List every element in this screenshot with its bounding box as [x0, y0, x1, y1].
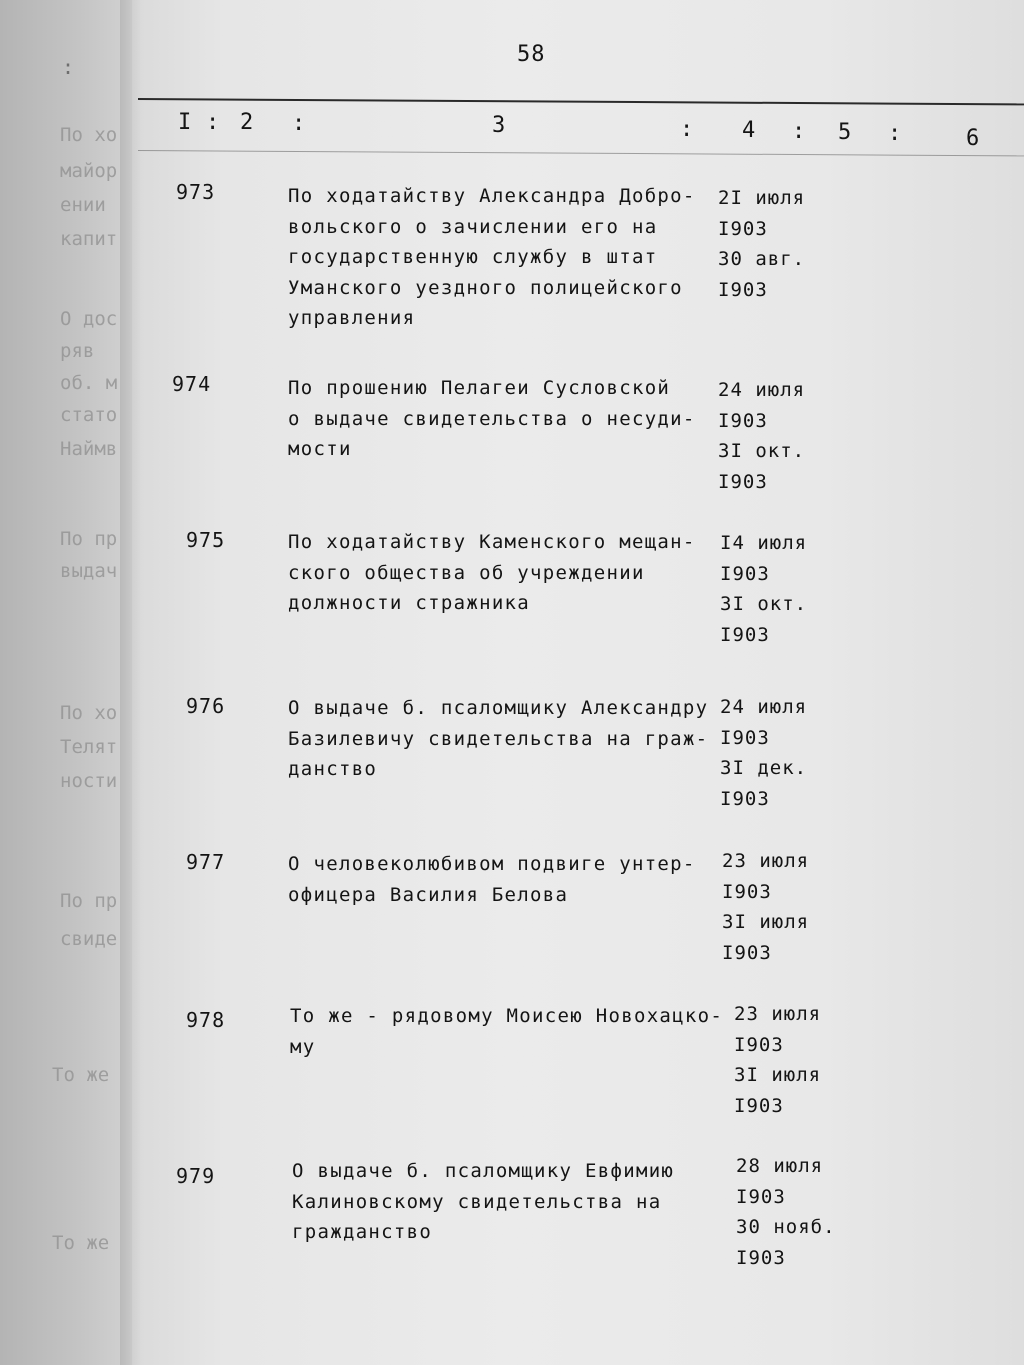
entry-description — [290, 1001, 730, 1062]
left-page-fragment: ности — [60, 770, 118, 792]
entry-line: О выдаче б. псаломщику Александру — [288, 697, 709, 719]
column-header-separator: : — [206, 110, 220, 135]
entry-number: 975 — [186, 528, 226, 552]
entry-line: По ходатайству Каменского мещан- — [288, 531, 696, 553]
entry-description — [288, 527, 728, 619]
column-header-separator: : — [888, 121, 902, 146]
column-header-4: 4 — [742, 118, 756, 143]
end-year: I903 — [720, 787, 770, 810]
start-date: 23 июля — [722, 850, 810, 872]
entry-number: 979 — [176, 1164, 216, 1188]
entry-dates — [720, 528, 807, 650]
column-header-6: 6 — [966, 126, 980, 151]
left-page-fragment: О дос — [60, 308, 118, 330]
entry-line: Уманского уездного полицейского — [288, 276, 683, 299]
left-page-fragment: То же — [52, 1232, 110, 1254]
left-page-fragment: ении — [60, 194, 106, 216]
left-page-fragment: свиде — [60, 928, 118, 950]
entry-dates — [718, 375, 805, 497]
entry-line: По прошению Пелагеи Сусловской — [288, 377, 671, 399]
start-date: 28 июля — [736, 1155, 824, 1177]
start-year: I903 — [718, 409, 768, 432]
entry-line: По ходатайству Александра Добро- — [288, 185, 696, 207]
page-number: 58 — [517, 42, 546, 67]
left-page-fragment: стато — [60, 404, 118, 426]
entry-number: 973 — [176, 180, 216, 204]
left-page-fragment: ряв — [60, 340, 95, 362]
end-date: 30 авг. — [718, 248, 806, 270]
entry-number: 977 — [186, 850, 226, 874]
entry-description — [288, 849, 728, 910]
entry-line: должности стражника — [288, 592, 531, 614]
entry-line: О выдаче б. псаломщику Евфимию — [292, 1160, 675, 1182]
end-year: I903 — [718, 470, 768, 493]
entry-number: 974 — [172, 372, 212, 396]
left-page-fragment: Телят — [60, 736, 118, 758]
left-page-fragment: майор — [60, 160, 118, 182]
entry-line: Калиновскому свидетельства на — [292, 1190, 662, 1213]
column-header-5: 5 — [838, 120, 852, 145]
start-date: 23 июля — [734, 1003, 822, 1025]
binding-shadow — [120, 0, 142, 1365]
left-page-fragment: По пр — [60, 528, 118, 550]
column-header-3: 3 — [492, 113, 506, 138]
end-year: I903 — [734, 1094, 784, 1117]
entry-line: данство — [288, 758, 378, 780]
column-header-2: 2 — [240, 110, 254, 135]
entry-description — [288, 693, 728, 785]
entry-line: му — [290, 1035, 316, 1058]
entry-line: ского общества об учреждении — [288, 561, 645, 584]
column-header-separator: : — [792, 119, 806, 144]
end-date: 3I июля — [722, 911, 810, 933]
left-page-fragment: Наймв — [60, 438, 118, 460]
entry-line: управления — [288, 307, 416, 329]
entry-dates — [718, 183, 805, 305]
end-date: 3I дек. — [720, 757, 808, 779]
entry-line: Базилевичу свидетельства на граж- — [288, 727, 709, 750]
end-year: I903 — [718, 278, 768, 301]
entry-dates — [734, 999, 821, 1121]
start-date: 24 июля — [718, 379, 806, 401]
left-page-fragment: об. м — [60, 372, 118, 394]
end-date: 3I июля — [734, 1064, 822, 1086]
left-page-fragment: По хо — [60, 124, 118, 146]
entry-line: То же - рядовому Моисею Новохацко- — [290, 1005, 724, 1027]
column-header-1: I — [178, 110, 192, 135]
entry-dates — [722, 846, 809, 968]
entry-line: государственную службу в штат — [288, 246, 658, 268]
start-date: 2I июля — [718, 187, 806, 209]
entry-line: гражданство — [292, 1221, 433, 1243]
entry-dates — [720, 692, 807, 814]
start-year: I903 — [720, 726, 770, 749]
end-date: 3I окт. — [720, 593, 808, 615]
start-year: I903 — [722, 880, 772, 903]
left-page-fragment: То же — [52, 1064, 110, 1086]
end-date: 3I окт. — [718, 440, 806, 462]
start-year: I903 — [720, 562, 770, 585]
column-header-separator: : — [292, 111, 306, 136]
end-year: I903 — [722, 941, 772, 964]
end-date: 30 нояб. — [736, 1216, 836, 1238]
start-year: I903 — [734, 1033, 784, 1056]
left-page-fragment: По пр — [60, 890, 118, 912]
header-rule-bottom — [138, 150, 1024, 156]
entry-line: вольского о зачислении его на — [288, 215, 658, 238]
entry-line: О человеколюбивом подвиге унтер- — [288, 853, 696, 875]
entry-description — [288, 181, 728, 334]
left-page-fragment: выдач — [60, 560, 118, 582]
entry-dates — [736, 1151, 836, 1273]
start-year: I903 — [718, 217, 768, 240]
header-rule-top — [138, 98, 1024, 105]
entry-description — [288, 373, 728, 465]
start-date: I4 июля — [720, 532, 808, 554]
entry-line: о выдаче свидетельства о несуди- — [288, 407, 696, 430]
entry-line: мости — [288, 438, 352, 460]
entry-number: 976 — [186, 694, 226, 718]
start-year: I903 — [736, 1185, 786, 1208]
column-header-separator: : — [680, 117, 694, 142]
end-year: I903 — [720, 623, 770, 646]
entry-number: 978 — [186, 1008, 226, 1032]
entry-description — [292, 1156, 732, 1248]
start-date: 24 июля — [720, 696, 808, 718]
left-page-fragment: По хо — [60, 702, 118, 724]
entry-line: офицера Василия Белова — [288, 883, 569, 906]
end-year: I903 — [736, 1246, 786, 1269]
left-page-fragment: капит — [60, 228, 118, 250]
gutter-mark: : — [62, 55, 75, 79]
